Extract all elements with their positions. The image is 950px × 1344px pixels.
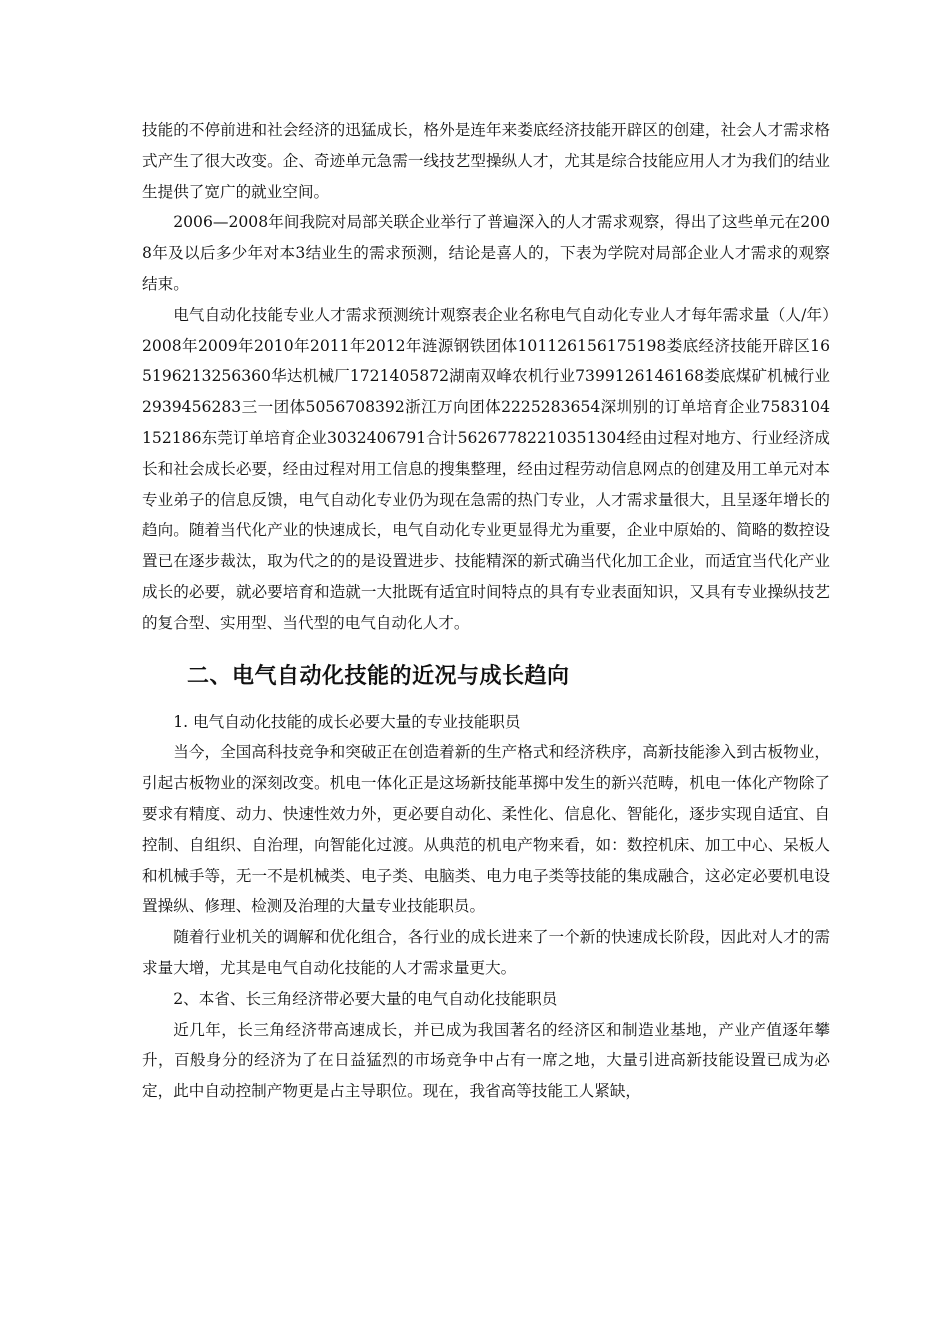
paragraph-demand-table-text: 电气自动化技能专业人才需求预测统计观察表企业名称电气自动化专业人才每年需求量（人/年）2008年2009年2010年2011年2012年涟源钢铁团体101126156175198娄底经济技能开辟区165196213256360华达机械厂1721405872湖南双峰农机行业7399126146168娄底煤矿机械行业2939456283三一团体5056708392浙江万向团体2225283654深圳别的订单培育企业7583104152186东莞订单培育企业3032406791合计56267782210351304经由过程对地方、行业经济成长和社会成长必要，经由过程对用工信息的搜集整理，经由过程劳动信息网点的创建及用工单元对本专业弟子的信息反馈，电气自动化专业仍为现在急需的热门专业，人才需求量很大，且呈逐年增长的趋向。随着当代化产业的快速成长，电气自动化专业更显得尤为重要，企业中原始的、简略的数控设置已在逐步裁汰，取为代之的的是设置进步、技能精深的新式确当代化加工企业，而适宜当代化产业成长的必要，就必要培育和造就一大批既有适宜时间特点的具有专业表面知识，又具有专业操纵技艺的复合型、实用型、当代型的电气自动化人才。 [142, 305, 830, 632]
subsection-title-1: 1. 电气自动化技能的成长必要大量的专业技能职员 [173, 712, 521, 731]
paragraph-yangtze-delta: 近几年，长三角经济带高速成长，并已成为我国著名的经济区和制造业基地，产业产值逐年攀升，百般身分的经济为了在日益猛烈的市场竞争中占有一席之地，大量引进高新技能设置已成为必定，此中自动控制产物更是占主导职位。现在，我省高等技能工人紧缺， [142, 1020, 830, 1101]
paragraph-industry-adjust: 随着行业机关的调解和优化组合，各行业的成长进来了一个新的快速成长阶段，因此对人才的需求量大增，尤其是电气自动化技能的人才需求量更大。 [142, 928, 830, 977]
paragraph-high-tech: 当今，全国高科技竞争和突破正在创造着新的生产格式和经济秩序，高新技能渗入到古板物业，引起古板物业的深刻改变。机电一体化正是这场新技能革掷中发生的新兴范畴，机电一体化产物除了要求有精度、动力、快速性效力外，更必要自动化、柔性化、信息化、智能化，逐步实现自适宜、自控制、自组织、自治理，向智能化过渡。从典范的机电产物来看，如：数控机床、加工中心、呆板人和机械手等，无一不是机械类、电子类、电脑类、电力电子类等技能的集成融合，这必定必要机电设置操纵、修理、检测及治理的大量专业技能职员。 [142, 743, 830, 916]
subsection-title-2: 2、本省、长三角经济带必要大量的电气自动化技能职员 [173, 989, 558, 1008]
paragraph-survey-intro: 2006—2008年间我院对局部关联企业举行了普遍深入的人才需求观察，得出了这些单元在2008年及以后多少年对本3结业生的需求预测，结论是喜人的，下表为学院对局部企业人才需求的观察结束。 [142, 213, 830, 293]
document-body [142, 115, 830, 1107]
paragraph-continuation: 技能的不停前进和社会经济的迅猛成长，格外是连年来娄底经济技能开辟区的创建，社会人才需求格式产生了很大改变。企、奇迹单元急需一线技艺型操纵人才，尤其是综合技能应用人才为我们的结业生提供了宽广的就业空间。 [142, 121, 830, 201]
section-heading: 二、电气自动化技能的近况与成长趋向 [187, 663, 570, 689]
